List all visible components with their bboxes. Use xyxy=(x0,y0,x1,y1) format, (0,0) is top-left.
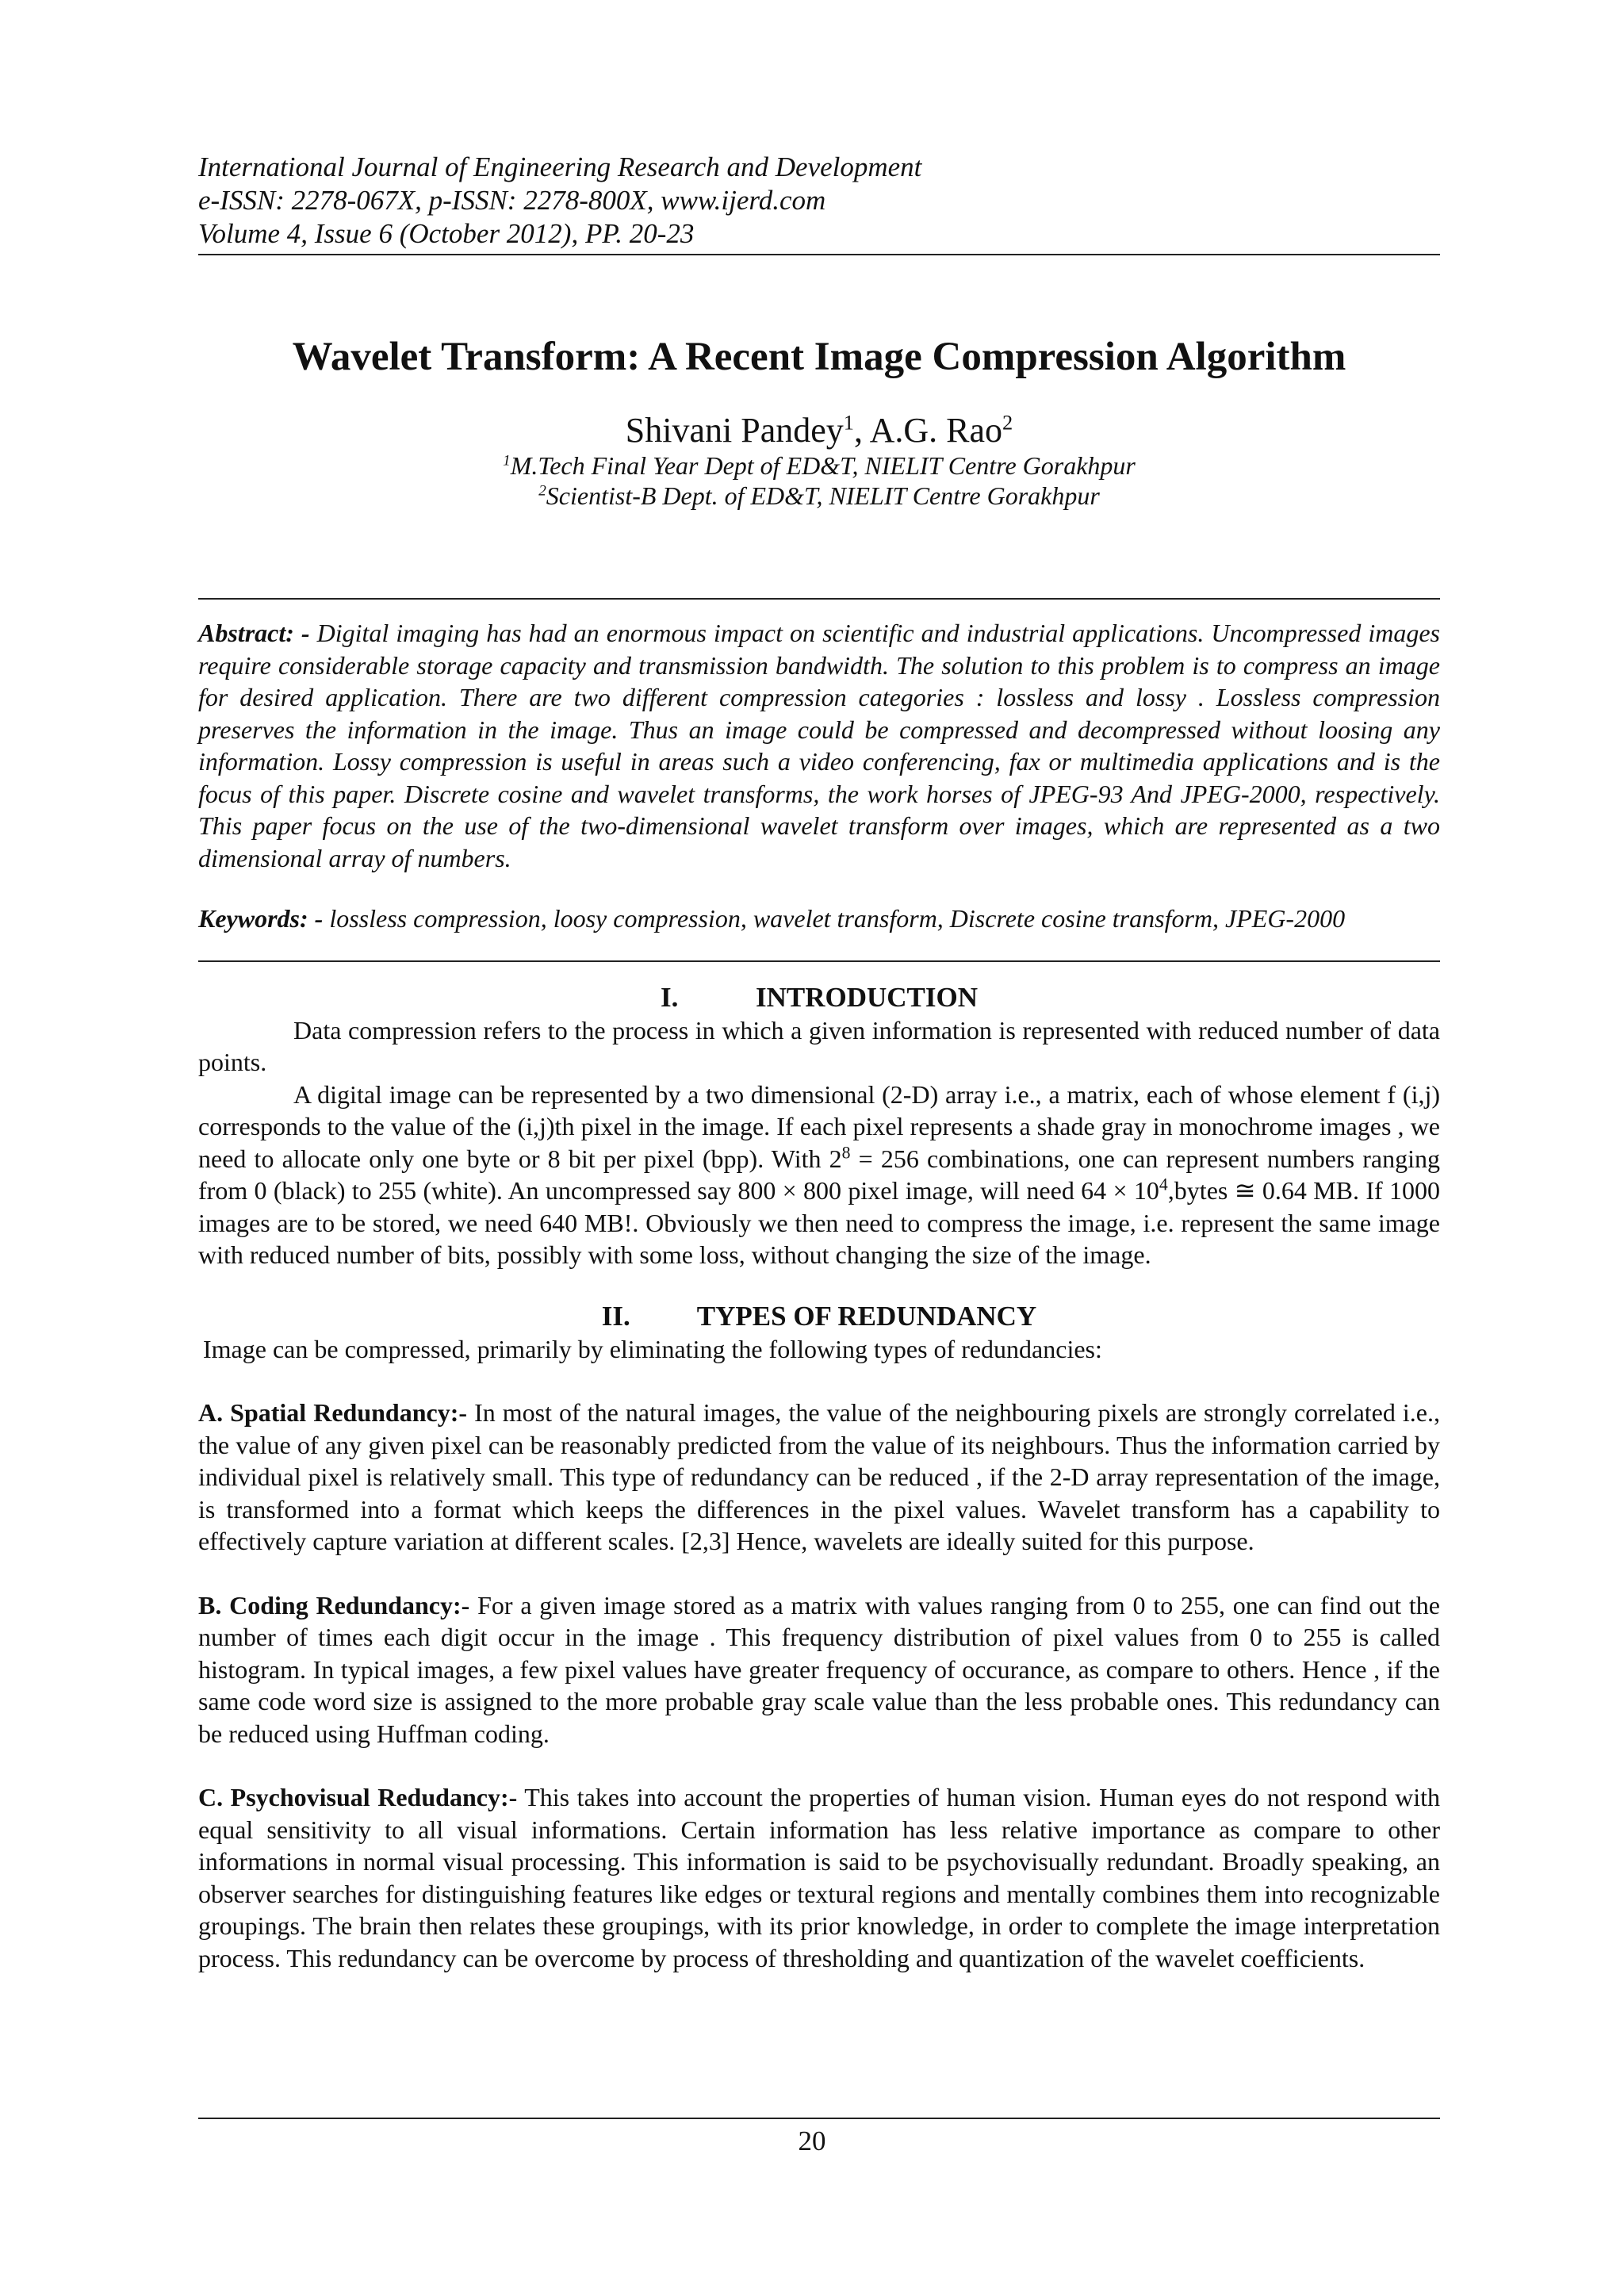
affiliation-mark: 1 xyxy=(503,452,511,470)
journal-header xyxy=(198,151,1440,251)
subsection-text: This takes into account the properties of human vision. Human eyes do not respond with equal sensitivity to all visual informations. Certain information has less relative importance as compare to other informations in normal visual processing. This information is said to be psychovisually redundant. Broadly speaking, an observer searches for distinguishing features like edges or textural regions and mentally combines them into recognizable groupings. The brain then relates these groupings, with its prior knowledge, in order to complete the image interpretation process. This redundancy can be overcome by process of thresholding and quantization of the wavelet coefficients. xyxy=(198,1783,1441,1972)
intro-text: A digital image can be represented by a two dimensional (2-D) array i.e., a matrix, each of whose element f (i,j) corresponds to the value of the (i,j)th pixel in the image. If each pixel represents a shade gray in monochrome images , we need to allocate only one byte or 8 bit per pixel (bpp). With xyxy=(198,1079,1440,1173)
affiliation-text: M.Tech Final Year Dept of ED&T, NIELIT Centre Gorakhpur xyxy=(510,451,1136,480)
keywords-rule xyxy=(198,960,1440,962)
page-number: 20 xyxy=(798,2125,826,2156)
affiliation-text: Scientist-B Dept. of ED&T, NIELIT Centre Gorakhpur xyxy=(546,481,1100,510)
math-base: 2 xyxy=(829,1144,842,1173)
header-rule xyxy=(198,254,1440,255)
psychovisual-redundancy-paragraph xyxy=(198,1781,1440,1974)
keywords xyxy=(198,903,1440,935)
abstract-rule xyxy=(198,598,1440,600)
section-heading-introduction xyxy=(198,981,1440,1014)
redundancy-lead: Image can be compressed, primarily by eliminating the following types of redundancies: xyxy=(203,1334,1102,1363)
keywords-text: lossless compression, loosy compression, wavelet transform, Discrete cosine transform, JPEG-2000 xyxy=(323,904,1346,933)
affiliation xyxy=(198,450,1440,481)
spatial-redundancy-paragraph xyxy=(198,1397,1440,1558)
intro-paragraph xyxy=(198,1079,1440,1271)
author-separator: , xyxy=(853,411,870,450)
coding-redundancy-paragraph xyxy=(198,1589,1440,1750)
page xyxy=(198,151,1440,1974)
intro-text: ,bytes ≅ 0.64 MB. If 1000 images are to be stored, we need 640 MB!. Obviously we then need to compress the image, i.e. represent the same image with reduced number of bits, possibly with some loss, without changing the size of the image. xyxy=(198,1176,1441,1269)
subsection-label: B. Coding Redundancy:- xyxy=(198,1590,470,1619)
intro-paragraph: Data compression refers to the process in which a given information is represented with reduced number of data points. xyxy=(198,1015,1440,1076)
journal-volume: Volume 4, Issue 6 (October 2012), PP. 20-23 xyxy=(198,218,695,249)
abstract xyxy=(198,617,1440,874)
keywords-label: Keywords: - xyxy=(198,904,324,933)
section-number: II. xyxy=(601,1300,630,1332)
math-exponent: 4 xyxy=(1159,1175,1168,1194)
journal-name: International Journal of Engineering Research and Development xyxy=(198,151,922,182)
subsection-text: For a given image stored as a matrix with values ranging from 0 to 255, one can find out the number of times each digit occur in the image . This frequency distribution of pixel values from 0 to 255 is called histogram. In typical images, a few pixel values have greater frequency of occurance, as compare to others. Hence , if the same code word size is assigned to the more probable gray scale value than the less probable ones. This redundancy can be reduced using Huffman coding. xyxy=(198,1590,1441,1748)
subsection-label: C. Psychovisual Redudancy:- xyxy=(198,1783,518,1811)
affiliation-mark: 2 xyxy=(538,482,546,500)
author-affil-mark: 1 xyxy=(843,410,854,435)
section-heading-redundancy xyxy=(198,1300,1440,1333)
author-name: A.G. Rao xyxy=(869,411,1002,450)
authors xyxy=(198,411,1440,450)
abstract-text: Digital imaging has had an enormous impact on scientific and industrial applications. Uncompressed images require considerable storage capacity and transmission bandwidth. The solution to this problem is to compress an image for desired application. There are two different compression categories : lossless and lossy . Lossless compression preserves the information in the image. Thus an image could be compressed and decompressed without loosing any information. Lossy compression is useful in areas such a video conferencing, fax or multimedia applications and is the focus of this paper. Discrete cosine and wavelet transforms, the work horses of JPEG-93 And JPEG-2000, respectively. This paper focus on the use of the two-dimensional wavelet transform over images, which are represented as a two dimensional array of numbers. xyxy=(198,619,1441,872)
subsection-label: A. Spatial Redundancy:- xyxy=(198,1398,468,1427)
footer-rule xyxy=(198,2118,1440,2119)
math-base: 10 xyxy=(1133,1176,1159,1205)
abstract-label: Abstract: - xyxy=(198,619,310,647)
affiliation xyxy=(198,481,1440,511)
author-affil-mark: 2 xyxy=(1002,410,1013,435)
subsection-text: In most of the natural images, the value of the neighbouring pixels are strongly correlated i.e., the value of any given pixel can be reasonably predicted from the value of its neighbours. Thus the information carried by individual pixel is relatively small. This type of redundancy can be reduced , if the 2-D array representation of the image, is transformed into a format which keeps the differences in the pixel values. Wavelet transform has a capability to effectively capture variation at different scales. [2,3] Hence, wavelets are ideally suited for this purpose. xyxy=(198,1398,1441,1555)
paper-title: Wavelet Transform: A Recent Image Compression Algorithm xyxy=(292,335,1346,379)
math-exponent: 8 xyxy=(841,1142,851,1162)
section-title: INTRODUCTION xyxy=(755,981,979,1013)
author-name: Shivani Pandey xyxy=(625,411,844,450)
intro-text: = 256 combinations, one can represent numbers ranging from 0 (black) to 255 (white). An uncompressed say 800 × 800 pixel image, will need 64 × xyxy=(198,1144,1441,1205)
section-number: I. xyxy=(660,981,679,1013)
section-title: TYPES OF REDUNDANCY xyxy=(696,1300,1037,1332)
journal-issn: e-ISSN: 2278-067X, p-ISSN: 2278-800X, www.ijerd.com xyxy=(198,185,826,216)
